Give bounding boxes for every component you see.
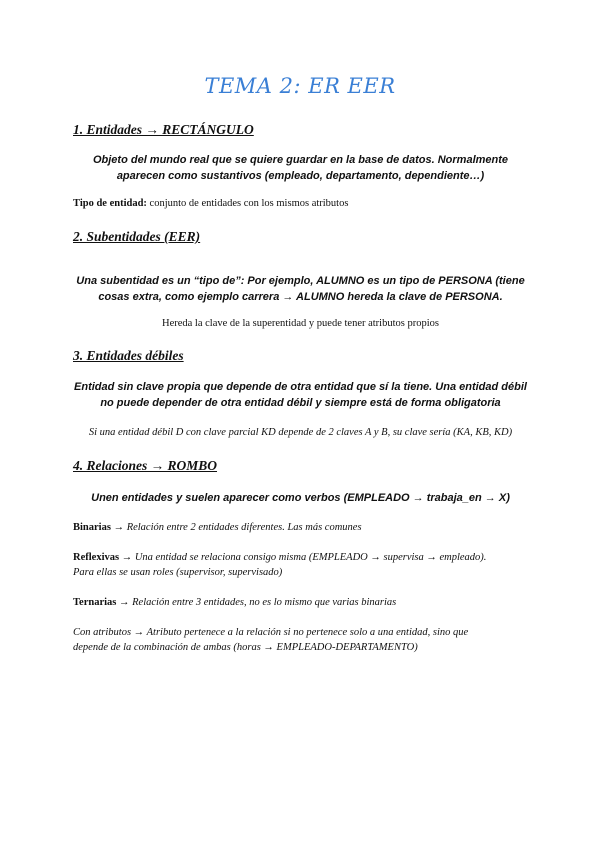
document-title: TEMA 2: ER EER <box>204 74 396 98</box>
heading-subentidades: 2. Subentidades (EER) <box>73 229 201 244</box>
lead-relaciones: Unen entidades y suelen aparecer como verbos (EMPLEADO → trabaja_en → X) <box>91 492 510 504</box>
heading-entidades: 1. Entidades → RECTÁNGULO <box>73 122 254 137</box>
heading-entidades-debiles: 3. Entidades débiles <box>73 348 184 363</box>
text-reflexivas: → Una entidad se relaciona consigo misma (EMPLEADO → supervisa → empleado). <box>119 552 487 563</box>
item-con-atributos <box>73 625 533 655</box>
text-binarias: → Relación entre 2 entidades diferentes. Las más comunes <box>110 522 362 533</box>
note-entidades-debiles: Si una entidad débil D con clave parcial KD depende de 2 claves A y B, su clave sería (KA, KB, KD) <box>88 427 513 438</box>
item-reflexivas <box>73 550 533 580</box>
term-binarias: Binarias <box>73 522 111 533</box>
term-tipo-entidad: Tipo de entidad: <box>73 198 147 209</box>
text-con-atributos: Con atributos → Atributo pertenece a la relación si no pertenece solo a una entidad, sino que <box>73 627 469 638</box>
heading-relaciones: 4. Relaciones → ROMBO <box>73 458 218 473</box>
item-ternarias <box>73 595 533 610</box>
item-binarias <box>73 520 533 535</box>
lead-subentidades: Una subentidad es un “tipo de”: Por ejemplo, ALUMNO es un tipo de PERSONA (tiene cosas extra, como ejemplo carrera → ALUMNO hereda la clave de PERSONA. <box>76 275 525 303</box>
note-subentidades: Hereda la clave de la superentidad y puede tener atributos propios <box>162 318 439 329</box>
text-ternarias: → Relación entre 3 entidades, no es lo mismo que varias binarias <box>116 597 397 608</box>
text-reflexivas-2: Para ellas se usan roles (supervisor, supervisado) <box>73 567 283 578</box>
tipo-entidad-text: conjunto de entidades con los mismos atributos <box>146 198 349 209</box>
term-ternarias: Ternarias <box>73 597 117 608</box>
lead-entidades: Objeto del mundo real que se quiere guardar en la base de datos. Normalmente aparecen como sustantivos (empleado, departamento, dependiente…) <box>92 154 509 182</box>
lead-entidades-debiles: Entidad sin clave propia que depende de otra entidad que sí la tiene. Una entidad débil no puede depender de otra entidad débil y siempre está de forma obligatoria <box>74 381 527 409</box>
tipo-entidad-paragraph <box>73 196 533 211</box>
term-reflexivas: Reflexivas <box>73 552 120 563</box>
text-con-atributos-2: depende de la combinación de ambas (horas → EMPLEADO-DEPARTAMENTO) <box>73 642 418 653</box>
